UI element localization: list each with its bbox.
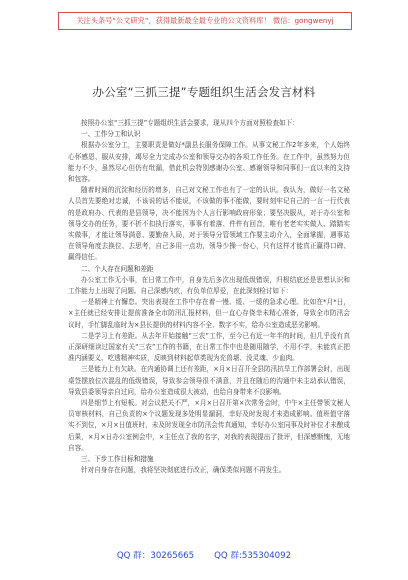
footer-qq-group-1: QQ 群：30265665 <box>116 551 195 561</box>
s1-paragraph-2: 随着时间的沉淀和经历的增多，自己对文秘工作也有了一定的认识。我认为，做好一名文秘人员首先要绝对忠诚，不该说的话不能说，不该做的事不能做，要时刻牢记自己的一言一行代表的是政府办、代表的是县领导，决不能因为个人言行影响政府形象；要坚决服从，对于办公室和领导交办的任务，要不折不扣执行落实，事事有着落、件件有回音，唯有老老实实做人、踏踏实实做事，才能让领导满意、要勤奋入局，对于领导分管领域工作要主动介入，全面掌握，遇事站在领导角度去换位、去思考，自己多用一点功，领导少操一份心，只有这样才能真正赢得口碑、赢得信任。 <box>68 186 350 262</box>
footer <box>0 549 408 561</box>
s2-point-1-text: 突出表现在工作中存在着一慢、缓、一缓的急求心理。比如在*月*日，×主任就已经安排让提前准备全市防汛汇报材料，但一直心存侥幸未精心准备，导致全市防汛会议时，手忙脚乱临时为×县长提供的材料内容不全、数字不实，给办公室造成恶劣影响。 <box>68 298 351 329</box>
s2-point-4 <box>68 398 350 454</box>
s2-point-1-lead: 一是精神上有懈怠。 <box>81 298 142 307</box>
document-title: 办公室“三抓三提”专题组织生活会发言材料 <box>92 85 316 99</box>
s2-point-3 <box>68 364 350 398</box>
section-heading-3: 三、下步工作目标和措施 <box>81 455 154 464</box>
s2-point-4-text: 对会议把关不严，×月×日召开第×次常务会时，中午×主任带领文秘人员审核材料，自己负责的×个议题发现多处明显漏洞，幸好及时发现才未造成影响。值班值守落实不到位，×月×日值班时，未及时发现全市防汛会传真通知，幸好办公室同事及时补位才未酿成后果，×月×日办公室例会中，×主任点了我的名字，对我的表现提出了批评，但深感惭愧，无地自容。 <box>68 399 351 452</box>
footer-qq-group-2: QQ 群:535304092 <box>214 551 292 561</box>
s1-paragraph-1: 根据办公室分工，主要职责是做好*副县长服务保障工作。从事文秘工作2年多来，个人始终心怀感恩、服从安排，竭尽全力完成办公室和领导交办的各项工作任务。在工作中，虽然努力但能力不少，虽然尽心但仍有纰漏，借此机会特别感谢办公室、感谢领导和同事们一直以来的支持和包容。 <box>68 141 350 184</box>
section-heading-2: 二、个人存在问题和差距 <box>81 264 154 273</box>
section-heading-1: 一、工作分工和认识 <box>81 130 141 139</box>
s3-paragraph-1: 针对自身存在问题，我将坚决彻底进行改正，确保类似问题不再发生。 <box>81 466 286 475</box>
document-body <box>68 118 350 477</box>
top-banner <box>58 12 352 30</box>
s2-intro-paragraph: 办公室工作无小事，在日常工作中，自身先后多次出现低级错误，归根结底还是思想认识和工作能力上出现了问题。自己深感内疚，有负单位厚爱，在此深刻检讨如下： <box>68 275 350 296</box>
s2-point-4-lead: 四是细节上有短板。 <box>81 399 142 408</box>
intro-paragraph: 按照办公室“三抓三提”专题组织生活会要求，现从四个方面对照检查如下： <box>81 119 299 127</box>
s2-point-3-text: 在内通协调上还有差距，×月×日召开全县防汛抗旱工作部署会时，出现桌签摆放位次混乱的低级错误，导致参会领导很不满意，并且在随后的沟通中未主动承认错误，导致县委领导亲自过问，给办公室造成很大被动，也给自身带来不良影响。 <box>68 365 350 396</box>
s2-point-1 <box>68 297 350 331</box>
s2-point-2-text: 从去年开始接触“三农”工作，至今已有近一年半的时间，但几乎没有真正深研细读过国家有关“三农”工作的书籍，在日常工作中也是随用随学，不用不学，未能真正把准内涵要义、吃透精神实质，反映到材料起草类现为充兽堪、没灵魂、少血肉。 <box>68 331 350 363</box>
s2-point-3-lead: 三是能力上有欠缺。 <box>81 365 141 374</box>
banner-text: 关注头条号“公文研究”，获得最新最全最专业的公文资料库！ 微信：gongwenyj <box>76 16 334 25</box>
s2-point-2-lead: 二是学习上有差距。 <box>81 331 142 340</box>
s2-point-2 <box>68 331 350 365</box>
